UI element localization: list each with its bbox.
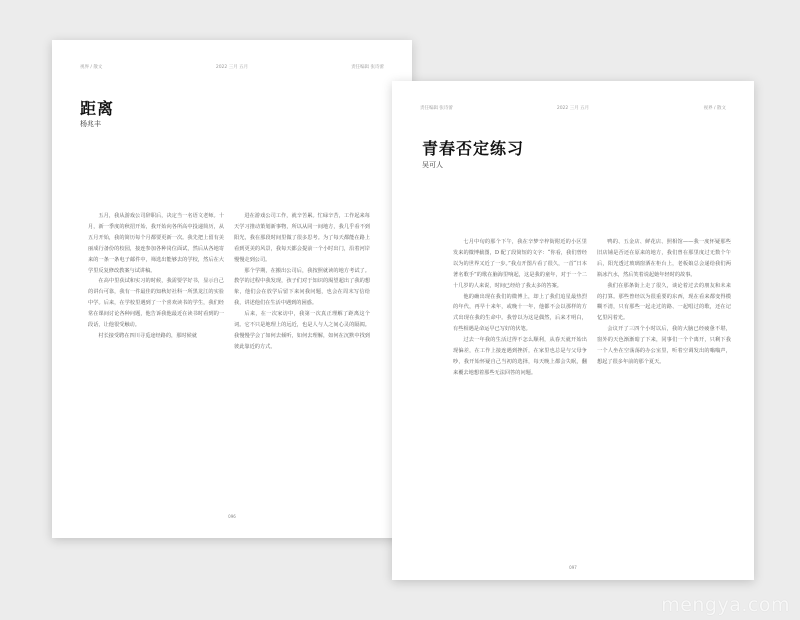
article-title: 青春否定练习	[422, 139, 525, 158]
paragraph: 我们在那条街上走了很久，谈论着过去的朋友和未来的打算。那些曾经以为很重要的东西，现在看来都变得模糊不清，只有那些一起走过的路、一起唱过的歌，还在记忆里闪着光。	[597, 282, 731, 322]
header-section: 视界 / 散文	[703, 106, 726, 111]
running-header	[420, 105, 726, 115]
paragraph: 过去一年我的生活过得不怎么顺利，从春天就开始出现偏差，在工作上接连遇到挫折，在家里也总是与父母争吵，我开始怀疑自己当初的选择，每天晚上都会失眠，翻来覆去地想着那些无法回答的问题。	[453, 337, 587, 376]
article-author: 杨兆丰	[80, 120, 101, 128]
text-column-2	[597, 237, 731, 555]
article-author: 吴可人	[422, 161, 443, 169]
paragraph: 后来，在一次家访中，我第一次真正理解了距离这个词。它不只是地理上的远近，也是人与人之间心灵的隔阂。我慢慢学会了如何去倾听，如何去理解，如何在沉默中找到彼此靠近的方式。	[234, 311, 370, 350]
text-column-2	[234, 211, 370, 501]
paragraph: 在高中里获试和实习的时候，我需要学好书，显示自己的讲台可靠，我有一件最佳的知秋好社科一所黑龙江的实验中学。后来，在学校里遇到了一个喜欢读书的学生，我们经常在课间讨论各种问题，他告诉我他最近在读书时看到的一段话，让他很受触动。	[88, 278, 224, 329]
paragraph: 会议开了三四个小时以后，我的大脑已经疲惫不堪，窗外的天色渐渐暗了下来，同事们一个个离开，只剩下我一个人坐在空荡荡的办公室里，听着空调发出的嗡嗡声，想起了很多年前的那个夏天。	[597, 326, 731, 365]
paragraph: 鸭的、五金店、鲜花店、照相馆——我一度怀疑那些旧店铺是否还在原来的地方，我们曾在那里度过无数个午后，阳光透过玻璃窗洒在柜台上，老板娘总会递给我们两瓶冰汽水，然后笑着说起她年轻时的故事。	[597, 239, 731, 278]
header-issue: 2022 三月 五月	[556, 106, 590, 111]
running-header	[80, 64, 384, 74]
article-title: 距离	[80, 99, 115, 118]
right-page	[392, 81, 754, 580]
site-watermark: mengya.com	[661, 594, 790, 616]
paragraph: 他的确出现在我们的微博上，却上了我们追星最热烈的年代，再早十来年，或晚十一年，他都不会以那样的方式出现在我的生命中。我曾以为这是偶然，后来才明白，有些相遇是命运早已写好的伏笔。	[453, 293, 587, 333]
paragraph: 五月，我从游戏公司辞职后，决定当一名语文老师。十月，新一季度的秋招开始，我开始向各所高中投递简历，从五月开始，我的简历每个月都要更新一次。我先把上留有美丽成行备份的校园，接连参加各种岗位面试，然后从各地寄来的一条一条电子邮件中，筛选出能够去的学校，然后在大学里反复修改教案与试讲稿。	[88, 213, 224, 274]
paragraph: 七月中旬的那个下午，我在辛梦辛梓街附近的小区里发来的微博截图，D 配了段简短的文字：“你看，我们曾经以为的世界又近了一步。”我点开图片看了很久，一首“日本著名歌手”的歌在脑海里响起，这是我的童年，对于一个二十几岁的人来说，时间已经给了我太多的答案。	[453, 239, 587, 289]
header-editor: 责任编辑 张诗蕾	[420, 106, 453, 111]
page-number: 097	[569, 565, 577, 570]
header-editor: 责任编辑 张诗蕾	[351, 65, 384, 70]
header-issue: 2022 三月 五月	[215, 65, 249, 70]
paragraph: 进在游戏公司工作，就辛苦累。忙碌辛苦，工作起来每天学习推动策划新事物，所以从同一间地方，我几乎看不到阳光，我在那段时间里做了很多思考。为了每天都能在路上看到更美的风景，我每天都会提前一个小时出门，沿着河岸慢慢走到公司。	[234, 213, 370, 263]
left-page	[52, 40, 412, 538]
page-number: 096	[228, 514, 236, 519]
text-column-1	[88, 211, 224, 501]
text-column-1	[453, 237, 587, 555]
header-section: 视界 / 散文	[80, 65, 103, 70]
paragraph: 那个学期，在搬出公司后，我按照就读的地方考试了。教学的过程中我发现，孩子们对于知识的渴望超出了我的想象，他们会在放学后留下来问我问题，也会在周末写信给我，讲述他们在生活中遇到的困惑。	[234, 267, 370, 307]
paragraph: 村长接受聘在四川寻觅途经路的，那时候就	[98, 332, 197, 339]
